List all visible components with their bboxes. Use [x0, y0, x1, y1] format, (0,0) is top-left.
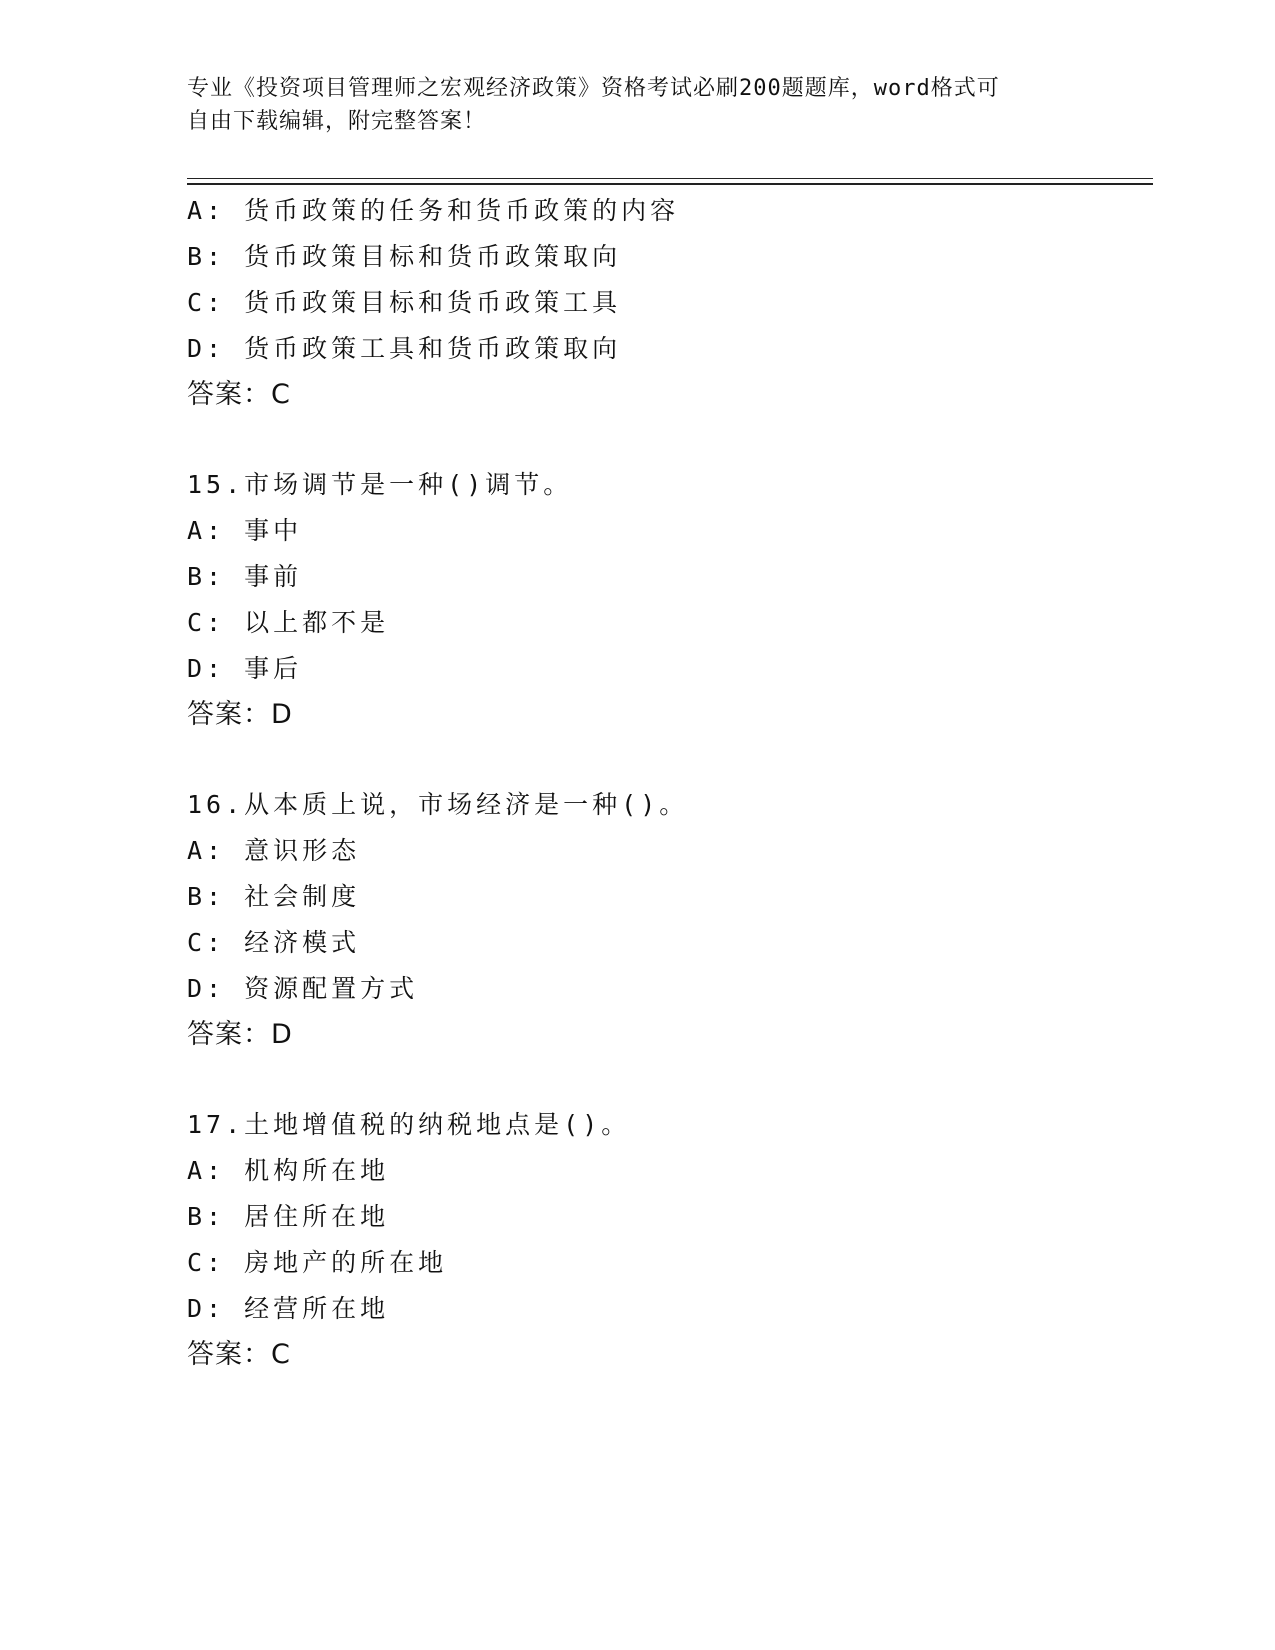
option-b: B: 货币政策目标和货币政策取向	[187, 242, 622, 271]
header-divider-thick	[187, 183, 1153, 185]
question-block-14	[187, 188, 1147, 418]
option-b: B: 居住所在地	[187, 1202, 390, 1231]
answer: 答案：C	[187, 379, 291, 410]
option-d: D: 经营所在地	[187, 1294, 390, 1323]
option-d: D: 资源配置方式	[187, 974, 419, 1003]
spacer	[187, 1058, 1147, 1102]
option-b: B: 社会制度	[187, 882, 361, 911]
option-c: C: 房地产的所在地	[187, 1248, 448, 1277]
question-block-17	[187, 1102, 1147, 1378]
option-a: A: 货币政策的任务和货币政策的内容	[187, 196, 680, 225]
option-d: D: 货币政策工具和货币政策取向	[187, 334, 622, 363]
question-block-16	[187, 782, 1147, 1058]
spacer	[187, 738, 1147, 782]
option-a: A: 意识形态	[187, 836, 361, 865]
question-text: 16.从本质上说，市场经济是一种()。	[187, 790, 689, 819]
answer: 答案：D	[187, 699, 293, 730]
answer: 答案：D	[187, 1019, 293, 1050]
option-c: C: 以上都不是	[187, 608, 390, 637]
question-list	[187, 188, 1147, 1378]
option-b: B: 事前	[187, 562, 303, 591]
question-text: 15.市场调节是一种()调节。	[187, 470, 573, 499]
question-text: 17.土地增值税的纳税地点是()。	[187, 1110, 631, 1139]
header-line-2: 自由下载编辑，附完整答案！	[187, 109, 487, 134]
option-c: C: 经济模式	[187, 928, 361, 957]
answer: 答案：C	[187, 1339, 291, 1370]
spacer	[187, 418, 1147, 462]
option-c: C: 货币政策目标和货币政策工具	[187, 288, 622, 317]
option-a: A: 事中	[187, 516, 303, 545]
header-line-1: 专业《投资项目管理师之宏观经济政策》资格考试必刷200题题库，word格式可	[187, 76, 1000, 101]
option-a: A: 机构所在地	[187, 1156, 390, 1185]
option-d: D: 事后	[187, 654, 303, 683]
question-block-15	[187, 462, 1147, 738]
header-divider-thin	[187, 178, 1153, 179]
document-header	[187, 72, 1067, 138]
